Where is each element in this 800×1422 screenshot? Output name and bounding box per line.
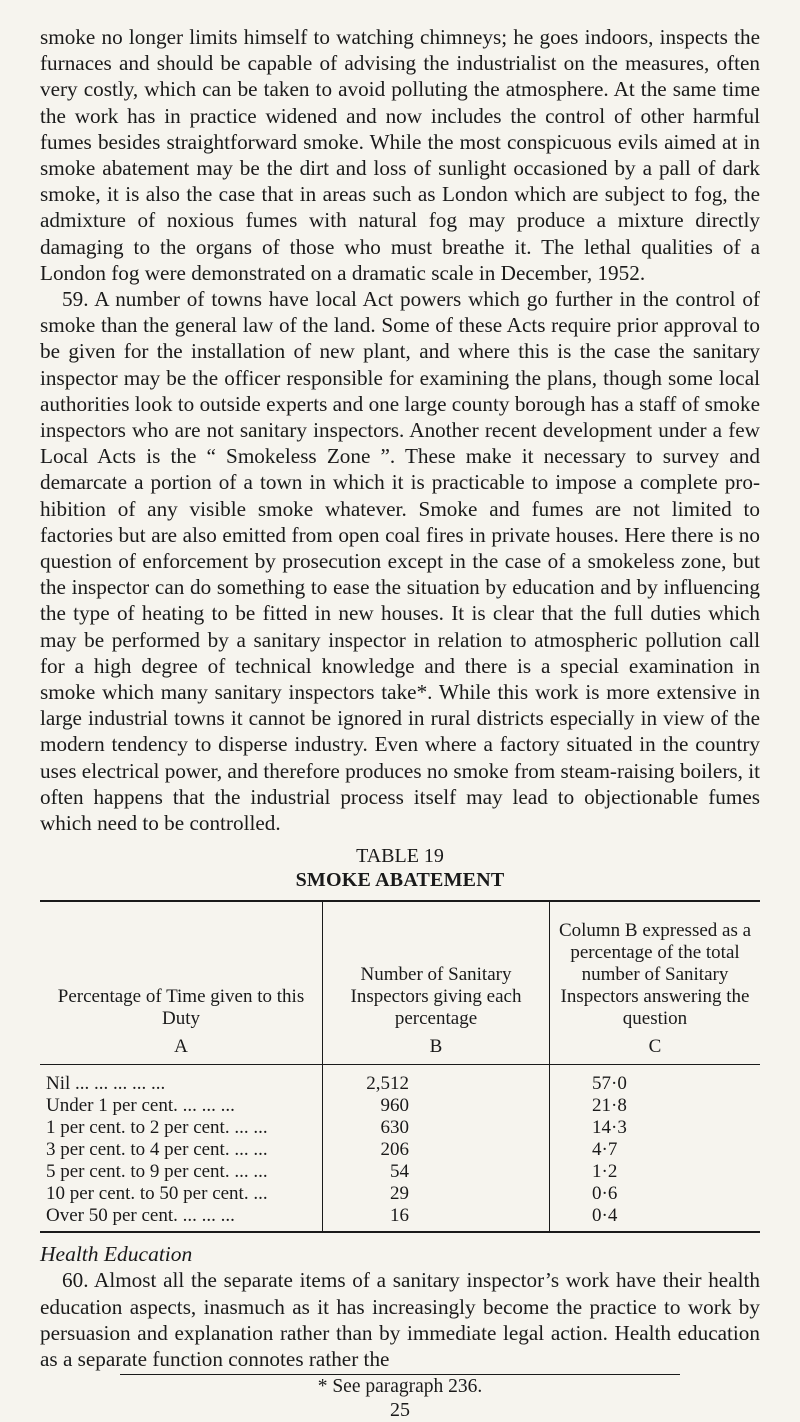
table-row <box>40 1117 760 1139</box>
header-col-c-text: Column B expressed as a percentage of the total number of Sanitary Inspectors answering the question <box>558 920 752 1030</box>
row-count: 16 <box>323 1205 550 1232</box>
header-col-c-letter: C <box>648 1036 662 1058</box>
page-number: 25 <box>390 1399 410 1422</box>
row-label: 3 per cent. to 4 per cent. ... ... <box>46 1139 268 1161</box>
row-count: 206 <box>323 1139 550 1161</box>
row-count: 960 <box>323 1095 550 1117</box>
header-col-b-text: Number of Sanitary Inspectors giving each percentage <box>350 964 522 1030</box>
row-label: 1 per cent. to 2 per cent. ... ... <box>46 1117 268 1139</box>
row-percentage: 21·8 <box>592 1095 627 1117</box>
header-col-a <box>40 901 323 1065</box>
row-label: Over 50 per cent. ... ... ... <box>46 1205 235 1227</box>
row-percentage: 0·4 <box>592 1205 618 1227</box>
row-count: 630 <box>323 1117 550 1139</box>
paragraph-60: 60. Almost all the separate items of a sanitary inspector’s work have their health education aspects, inasmuch as it has increasingly become the practice to work by persuasion and explanation rather than by immediate legal action. Health education as a separate function connotes rather the <box>40 1268 760 1371</box>
smoke-abatement-table <box>40 900 760 1233</box>
header-col-c <box>550 901 761 1065</box>
table-row <box>40 1183 760 1205</box>
row-percentage: 1·2 <box>592 1161 618 1183</box>
row-percentage: 57·0 <box>592 1073 627 1095</box>
paragraph-continued: smoke no longer limits himself to watching chimneys; he goes indoors, inspects the furnaces and should be capable of advising the industrialist on the measures, often very costly, which can be taken to avoid polluting the atmosphere. At the same time the work has in practice widened and now includes the control of other harmful fumes besides straightforward smoke. While the most conspicuous evils aimed at in smoke abatement may be the dirt and loss of sunlight occasioned by a pall of dark smoke, it is also the case that in areas such as London which are subject to fog, the admixture of noxious fumes with natural fog may produce a mixture directly damaging to the organs of those who must breathe it. The lethal qualities of a London fog were demonstrated on a dramatic scale in December, 1952. <box>40 25 760 285</box>
row-count: 2,512 <box>323 1065 550 1096</box>
table-header-row <box>40 901 760 1065</box>
header-col-a-letter: A <box>174 1036 188 1058</box>
table-row <box>40 1095 760 1117</box>
row-count: 54 <box>323 1161 550 1183</box>
header-col-a-text: Percentage of Time given to this Duty <box>57 986 305 1030</box>
table-title: TABLE 19 <box>356 845 444 868</box>
paragraph-59: 59. A number of towns have local Act powers which go further in the control of smoke than the general law of the land. Some of these Acts require prior approval to be given for the installation of new plant, and where this is the case the sanitary inspector may be the officer responsible for examining the plans, though some local authorities look to outside experts and one large county borough has a staff of smoke inspectors who are not sanitary inspectors. Another recent development under a few Local Acts is the “ Smokeless Zone ”. These make it necessary to survey and demarcate a portion of a town in which it is practicable to impose a complete pro-hibition of any visible smoke whatever. Smoke and fumes are not limited to factories but are also emitted from open coal fires in private houses. Here there is no question of enforcement by prosecution except in the case of a smokeless zone, but the inspector can do something to ease the situation by education and by influencing the type of heating to be fitted in new houses. It is clear that the full duties which may be performed by a sanitary inspector in relation to atmospheric pollution call for a high degree of technical knowledge and there is a special examination in smoke which many sanitary inspectors take*. While this work is more extensive in large industrial towns it cannot be ignored in rural districts especially in view of the modern tendency to disperse industry. Even where a factory situated in the country uses electrical power, and therefore produces no smoke from steam-raising boilers, it often happens that the industrial process itself may lead to objectionable fumes which need to be controlled. <box>40 287 760 836</box>
table-row <box>40 1161 760 1183</box>
table-row <box>40 1139 760 1161</box>
row-label: 5 per cent. to 9 per cent. ... ... <box>46 1161 268 1183</box>
header-col-b-letter: B <box>429 1036 443 1058</box>
row-percentage: 4·7 <box>592 1139 618 1161</box>
row-label: Nil ... ... ... ... ... <box>46 1073 166 1095</box>
table-row <box>40 1205 760 1232</box>
row-percentage: 0·6 <box>592 1183 618 1205</box>
section-heading: Health Education <box>40 1242 193 1267</box>
row-label: Under 1 per cent. ... ... ... <box>46 1095 235 1117</box>
row-percentage: 14·3 <box>592 1117 627 1139</box>
table-subtitle: SMOKE ABATEMENT <box>295 869 505 892</box>
header-col-b <box>323 901 550 1065</box>
footnote: * See paragraph 236. <box>317 1376 483 1398</box>
row-label: 10 per cent. to 50 per cent. ... <box>46 1183 268 1205</box>
table-row <box>40 1065 760 1096</box>
row-count: 29 <box>323 1183 550 1205</box>
